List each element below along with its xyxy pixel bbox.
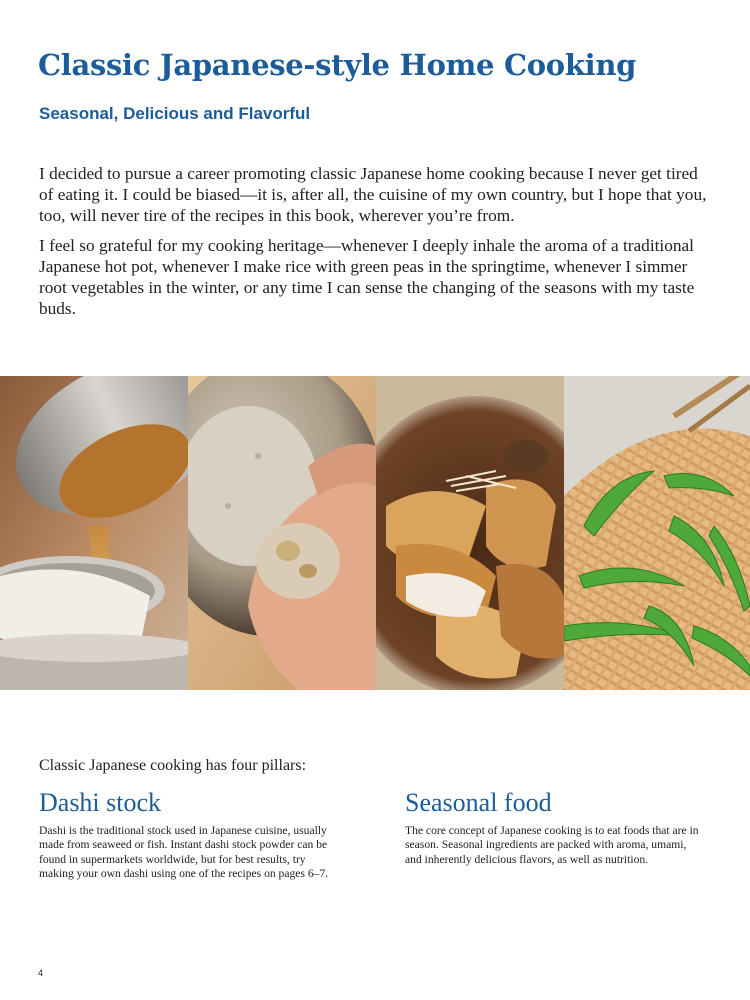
intro-paragraph: I feel so grateful for my cooking heritage—whenever I deeply inhale the aroma of a traditional Japanese hot pot, whenever I make rice with green peas in the springtime, whenever I simmer root vegetables in the winter, or any time I can sense the changing of the seasons with my taste buds. xyxy=(39,236,695,318)
page-subtitle: Seasonal, Delicious and Flavorful xyxy=(39,104,311,123)
intro-text xyxy=(39,163,709,328)
pillars-intro: Classic Japanese cooking has four pillars: xyxy=(39,757,307,774)
pillar-heading: Seasonal food xyxy=(405,788,552,817)
page-number: 4 xyxy=(38,968,44,978)
pillar-dashi-stock xyxy=(39,788,339,882)
pillar-body: Dashi is the traditional stock used in Japanese cuisine, usually made from seaweed or fish. Instant dashi stock powder can be found in supermarkets worldwide, but for best results, try making your own dashi using one of the recipes on pages 6–7. xyxy=(39,824,329,881)
pillar-heading: Dashi stock xyxy=(39,788,162,817)
intro-paragraph: I decided to pursue a career promoting classic Japanese home cooking because I never get tired of eating it. I could be biased—it is, after all, the cuisine of my own country, but I hope that you, too, will never tire of the recipes in this book, wherever you’re from. xyxy=(39,164,707,225)
shaping-tofu-ball-photo xyxy=(188,376,376,690)
photo-strip xyxy=(0,376,750,690)
snap-peas-basket-photo xyxy=(564,376,750,690)
pillar-body: The core concept of Japanese cooking is to eat foods that are in season. Seasonal ingredients are packed with aroma, umami, and inherently delicious flavors, as well as nutrition. xyxy=(405,824,699,866)
straining-dashi-photo xyxy=(0,376,188,690)
simmered-daikon-fish-photo xyxy=(376,376,564,690)
page-title: Classic Japanese-style Home Cooking xyxy=(38,48,637,82)
pillar-seasonal-food xyxy=(405,788,705,867)
